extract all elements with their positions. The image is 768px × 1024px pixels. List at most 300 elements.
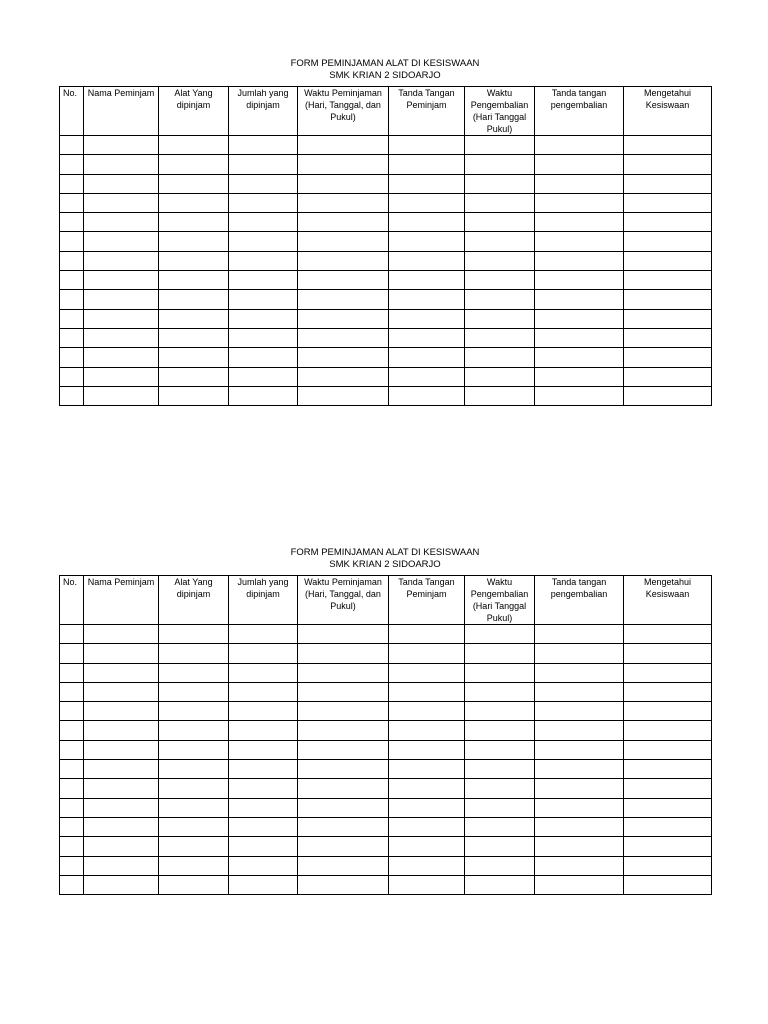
table-cell	[389, 663, 465, 682]
table-cell	[60, 779, 84, 798]
form-title	[59, 547, 711, 575]
table-cell	[465, 740, 535, 759]
table-cell	[535, 663, 624, 682]
table-cell	[389, 290, 465, 309]
form-title	[59, 58, 711, 86]
header-jumlah-dipinjam: Jumlah yang dipinjam	[229, 87, 298, 136]
form-title-line-2: SMK KRIAN 2 SIDOARJO	[329, 559, 441, 570]
table-cell	[159, 760, 229, 779]
table-cell	[298, 386, 389, 405]
header-tanda-tangan-pengembalian: Tanda tangan pengembalian	[535, 87, 624, 136]
table-cell	[465, 875, 535, 894]
table-cell	[84, 682, 159, 701]
table-cell	[298, 625, 389, 644]
table-cell	[465, 348, 535, 367]
table-cell	[84, 702, 159, 721]
table-cell	[389, 837, 465, 856]
table-cell	[535, 309, 624, 328]
table-cell	[84, 328, 159, 347]
table-cell	[389, 348, 465, 367]
form-title-line-1: FORM PEMINJAMAN ALAT DI KESISWAAN	[290, 58, 480, 69]
table-cell	[465, 817, 535, 836]
table-cell	[84, 271, 159, 290]
table-cell	[624, 721, 712, 740]
table-cell	[298, 663, 389, 682]
table-cell	[624, 798, 712, 817]
table-row	[60, 817, 712, 836]
table-cell	[298, 174, 389, 193]
table-cell	[60, 309, 84, 328]
table-cell	[60, 817, 84, 836]
table-cell	[298, 837, 389, 856]
table-row	[60, 193, 712, 212]
table-cell	[389, 760, 465, 779]
table-cell	[60, 663, 84, 682]
table-cell	[60, 232, 84, 251]
loan-table	[59, 575, 712, 895]
table-cell	[624, 174, 712, 193]
table-cell	[159, 856, 229, 875]
table-cell	[389, 682, 465, 701]
table-cell	[60, 856, 84, 875]
table-row	[60, 309, 712, 328]
table-cell	[298, 817, 389, 836]
table-cell	[389, 644, 465, 663]
table-cell	[159, 837, 229, 856]
header-tanda-tangan-peminjam: Tanda Tangan Peminjam	[389, 576, 465, 625]
table-cell	[84, 644, 159, 663]
table-cell	[535, 837, 624, 856]
table-cell	[535, 779, 624, 798]
table-cell	[624, 740, 712, 759]
table-cell	[159, 251, 229, 270]
table-cell	[84, 136, 159, 155]
table-row	[60, 644, 712, 663]
table-cell	[159, 779, 229, 798]
table-cell	[84, 721, 159, 740]
table-cell	[229, 798, 298, 817]
table-cell	[159, 798, 229, 817]
table-cell	[159, 721, 229, 740]
table-cell	[465, 663, 535, 682]
table-cell	[624, 644, 712, 663]
table-cell	[60, 875, 84, 894]
table-cell	[159, 367, 229, 386]
table-cell	[389, 798, 465, 817]
table-cell	[298, 271, 389, 290]
table-cell	[298, 644, 389, 663]
loan-form-1	[59, 58, 711, 406]
table-cell	[60, 155, 84, 174]
table-header-row	[60, 87, 712, 136]
table-cell	[389, 174, 465, 193]
table-cell	[624, 193, 712, 212]
table-cell	[159, 625, 229, 644]
table-cell	[298, 136, 389, 155]
table-cell	[298, 193, 389, 212]
table-cell	[465, 760, 535, 779]
table-cell	[298, 348, 389, 367]
table-cell	[229, 875, 298, 894]
table-cell	[535, 328, 624, 347]
table-cell	[624, 702, 712, 721]
header-waktu-pengembalian: Waktu Pengembalian (Hari Tanggal Pukul)	[465, 87, 535, 136]
table-cell	[535, 251, 624, 270]
table-cell	[465, 682, 535, 701]
table-cell	[298, 290, 389, 309]
table-cell	[159, 644, 229, 663]
table-cell	[465, 155, 535, 174]
table-row	[60, 625, 712, 644]
table-cell	[535, 290, 624, 309]
table-cell	[389, 740, 465, 759]
table-cell	[159, 348, 229, 367]
table-cell	[298, 213, 389, 232]
table-cell	[298, 760, 389, 779]
header-jumlah-dipinjam: Jumlah yang dipinjam	[229, 576, 298, 625]
table-cell	[84, 309, 159, 328]
table-cell	[624, 232, 712, 251]
table-cell	[465, 174, 535, 193]
table-cell	[465, 779, 535, 798]
form-title-line-1: FORM PEMINJAMAN ALAT DI KESISWAAN	[290, 547, 480, 558]
header-alat-dipinjam: Alat Yang dipinjam	[159, 87, 229, 136]
table-cell	[60, 193, 84, 212]
table-cell	[298, 251, 389, 270]
table-cell	[60, 721, 84, 740]
table-cell	[84, 290, 159, 309]
table-cell	[229, 702, 298, 721]
table-row	[60, 682, 712, 701]
table-row	[60, 721, 712, 740]
table-cell	[298, 779, 389, 798]
table-cell	[84, 155, 159, 174]
table-cell	[229, 760, 298, 779]
table-cell	[60, 702, 84, 721]
table-cell	[229, 290, 298, 309]
table-cell	[389, 702, 465, 721]
table-row	[60, 155, 712, 174]
table-cell	[298, 721, 389, 740]
table-cell	[159, 309, 229, 328]
table-cell	[624, 309, 712, 328]
table-cell	[624, 625, 712, 644]
table-row	[60, 367, 712, 386]
table-cell	[465, 386, 535, 405]
table-cell	[535, 193, 624, 212]
table-cell	[84, 386, 159, 405]
table-cell	[60, 251, 84, 270]
table-cell	[624, 290, 712, 309]
table-cell	[60, 740, 84, 759]
table-cell	[229, 271, 298, 290]
table-cell	[465, 702, 535, 721]
table-cell	[465, 309, 535, 328]
table-cell	[159, 213, 229, 232]
header-tanda-tangan-pengembalian: Tanda tangan pengembalian	[535, 576, 624, 625]
table-row	[60, 348, 712, 367]
table-cell	[465, 193, 535, 212]
table-row	[60, 386, 712, 405]
table-cell	[60, 271, 84, 290]
table-row	[60, 251, 712, 270]
table-cell	[535, 702, 624, 721]
table-cell	[535, 798, 624, 817]
table-cell	[159, 740, 229, 759]
table-cell	[159, 663, 229, 682]
table-cell	[465, 271, 535, 290]
table-cell	[465, 232, 535, 251]
header-alat-dipinjam: Alat Yang dipinjam	[159, 576, 229, 625]
table-cell	[624, 136, 712, 155]
table-cell	[229, 193, 298, 212]
table-cell	[229, 251, 298, 270]
table-cell	[624, 779, 712, 798]
table-cell	[389, 817, 465, 836]
table-row	[60, 271, 712, 290]
table-cell	[84, 817, 159, 836]
table-cell	[624, 856, 712, 875]
header-mengetahui-kesiswaan: Mengetahui Kesiswaan	[624, 87, 712, 136]
table-cell	[84, 193, 159, 212]
table-cell	[229, 309, 298, 328]
table-row	[60, 798, 712, 817]
table-cell	[229, 682, 298, 701]
table-cell	[229, 328, 298, 347]
table-cell	[159, 702, 229, 721]
table-cell	[159, 290, 229, 309]
table-cell	[60, 760, 84, 779]
table-cell	[229, 644, 298, 663]
table-cell	[84, 875, 159, 894]
table-cell	[229, 136, 298, 155]
table-row	[60, 136, 712, 155]
table-cell	[84, 625, 159, 644]
table-cell	[535, 644, 624, 663]
table-cell	[84, 174, 159, 193]
table-cell	[229, 779, 298, 798]
table-cell	[389, 193, 465, 212]
table-cell	[389, 328, 465, 347]
table-header-row	[60, 576, 712, 625]
header-no: No.	[60, 576, 84, 625]
table-cell	[229, 663, 298, 682]
table-cell	[60, 367, 84, 386]
header-waktu-peminjaman: Waktu Peminjaman (Hari, Tanggal, dan Pukul)	[298, 87, 389, 136]
table-cell	[389, 213, 465, 232]
table-cell	[84, 213, 159, 232]
table-cell	[535, 232, 624, 251]
table-cell	[535, 367, 624, 386]
table-cell	[298, 367, 389, 386]
table-cell	[535, 386, 624, 405]
table-cell	[465, 856, 535, 875]
table-cell	[298, 798, 389, 817]
table-cell	[624, 817, 712, 836]
table-cell	[229, 367, 298, 386]
table-cell	[389, 625, 465, 644]
table-cell	[159, 193, 229, 212]
header-waktu-pengembalian: Waktu Pengembalian (Hari Tanggal Pukul)	[465, 576, 535, 625]
table-cell	[159, 817, 229, 836]
table-cell	[159, 136, 229, 155]
table-cell	[229, 213, 298, 232]
table-cell	[60, 290, 84, 309]
table-cell	[84, 348, 159, 367]
table-cell	[84, 856, 159, 875]
table-cell	[389, 155, 465, 174]
table-row	[60, 232, 712, 251]
table-cell	[84, 367, 159, 386]
table-cell	[84, 779, 159, 798]
table-cell	[624, 367, 712, 386]
table-row	[60, 760, 712, 779]
table-cell	[624, 663, 712, 682]
table-cell	[535, 817, 624, 836]
table-cell	[535, 155, 624, 174]
table-cell	[298, 856, 389, 875]
table-row	[60, 328, 712, 347]
table-cell	[159, 386, 229, 405]
table-cell	[389, 136, 465, 155]
table-cell	[465, 367, 535, 386]
table-cell	[389, 367, 465, 386]
table-cell	[298, 155, 389, 174]
table-cell	[229, 625, 298, 644]
table-cell	[389, 875, 465, 894]
table-cell	[229, 817, 298, 836]
table-cell	[229, 174, 298, 193]
table-cell	[84, 837, 159, 856]
table-cell	[159, 155, 229, 174]
table-cell	[624, 271, 712, 290]
table-cell	[465, 837, 535, 856]
table-row	[60, 663, 712, 682]
form-title-line-2: SMK KRIAN 2 SIDOARJO	[329, 70, 441, 81]
table-cell	[229, 386, 298, 405]
table-cell	[60, 682, 84, 701]
table-row	[60, 174, 712, 193]
table-cell	[535, 271, 624, 290]
table-cell	[535, 136, 624, 155]
table-cell	[535, 740, 624, 759]
table-cell	[624, 837, 712, 856]
table-row	[60, 837, 712, 856]
header-mengetahui-kesiswaan: Mengetahui Kesiswaan	[624, 576, 712, 625]
table-cell	[298, 875, 389, 894]
table-cell	[60, 136, 84, 155]
table-cell	[624, 760, 712, 779]
table-cell	[465, 328, 535, 347]
table-row	[60, 779, 712, 798]
table-cell	[465, 251, 535, 270]
table-cell	[229, 740, 298, 759]
table-cell	[229, 721, 298, 740]
table-cell	[60, 837, 84, 856]
table-cell	[389, 386, 465, 405]
table-row	[60, 740, 712, 759]
table-cell	[298, 682, 389, 701]
table-cell	[465, 625, 535, 644]
table-cell	[229, 856, 298, 875]
table-cell	[229, 837, 298, 856]
table-cell	[624, 875, 712, 894]
table-cell	[60, 213, 84, 232]
table-cell	[624, 251, 712, 270]
table-cell	[229, 155, 298, 174]
table-cell	[60, 386, 84, 405]
table-cell	[535, 625, 624, 644]
table-cell	[535, 760, 624, 779]
table-cell	[624, 328, 712, 347]
table-cell	[84, 740, 159, 759]
table-cell	[60, 348, 84, 367]
table-row	[60, 875, 712, 894]
header-waktu-peminjaman: Waktu Peminjaman (Hari, Tanggal, dan Pukul)	[298, 576, 389, 625]
table-row	[60, 702, 712, 721]
table-cell	[298, 309, 389, 328]
table-cell	[84, 798, 159, 817]
table-cell	[624, 155, 712, 174]
table-cell	[624, 213, 712, 232]
header-nama-peminjam: Nama Peminjam	[84, 576, 159, 625]
table-cell	[60, 798, 84, 817]
table-row	[60, 856, 712, 875]
table-cell	[535, 174, 624, 193]
table-cell	[159, 328, 229, 347]
table-cell	[465, 213, 535, 232]
table-cell	[389, 856, 465, 875]
table-cell	[389, 721, 465, 740]
table-cell	[535, 682, 624, 701]
header-no: No.	[60, 87, 84, 136]
table-cell	[159, 875, 229, 894]
table-cell	[298, 702, 389, 721]
table-cell	[298, 232, 389, 251]
table-cell	[84, 251, 159, 270]
table-row	[60, 213, 712, 232]
table-cell	[389, 232, 465, 251]
table-cell	[465, 290, 535, 309]
table-cell	[465, 644, 535, 663]
table-cell	[389, 309, 465, 328]
table-cell	[159, 232, 229, 251]
table-cell	[229, 232, 298, 251]
table-cell	[624, 682, 712, 701]
loan-form-2	[59, 547, 711, 895]
table-cell	[60, 625, 84, 644]
loan-table	[59, 86, 712, 406]
table-cell	[60, 644, 84, 663]
table-cell	[535, 213, 624, 232]
table-cell	[535, 348, 624, 367]
table-cell	[84, 760, 159, 779]
table-cell	[159, 271, 229, 290]
table-cell	[389, 779, 465, 798]
table-cell	[60, 328, 84, 347]
table-cell	[298, 740, 389, 759]
table-cell	[159, 174, 229, 193]
table-cell	[465, 136, 535, 155]
table-cell	[624, 348, 712, 367]
table-cell	[60, 174, 84, 193]
table-cell	[159, 682, 229, 701]
table-cell	[389, 271, 465, 290]
table-cell	[535, 856, 624, 875]
table-cell	[465, 721, 535, 740]
table-cell	[624, 386, 712, 405]
table-row	[60, 290, 712, 309]
